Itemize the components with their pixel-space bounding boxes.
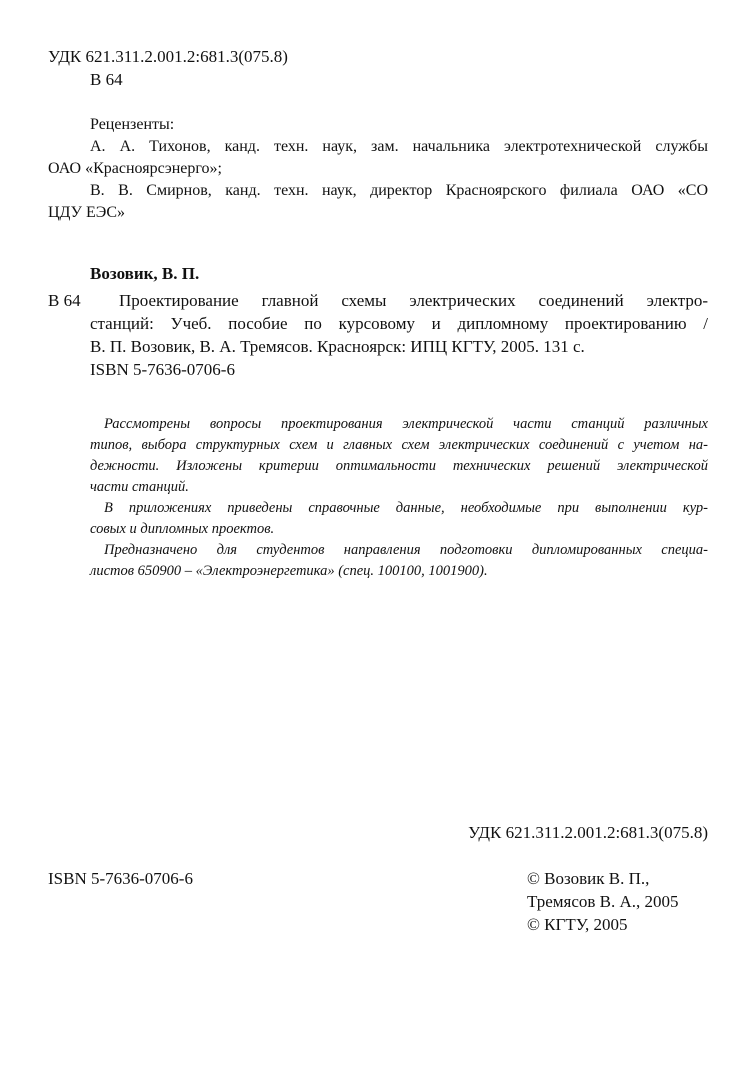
footer-isbn: ISBN 5-7636-0706-6 bbox=[48, 869, 193, 888]
abstract-p1-line-4: части станций. bbox=[90, 479, 189, 495]
reviewer-2-line-2: ЦДУ ЕЭС» bbox=[48, 204, 125, 221]
bbk-code-entry: В 64 bbox=[48, 291, 81, 310]
abstract-p1-line-2: типов, выбора структурных схем и главных схем электрических соединений с учетом на- bbox=[90, 437, 708, 453]
copyright-university: © КГТУ, 2005 bbox=[527, 915, 628, 934]
abstract-p2-line-2: совых и дипломных проектов. bbox=[90, 521, 275, 537]
abstract-p2-line-1: В приложениях приведены справочные данные, необходимые при выполнении кур- bbox=[104, 500, 708, 516]
reviewer-2-line-1: В. В. Смирнов, канд. техн. наук, директор Красноярского филиала ОАО «СО bbox=[90, 182, 708, 199]
bib-line-2: станций: Учеб. пособие по курсовому и дипломному проектированию / bbox=[90, 314, 708, 333]
abstract-p1-line-3: дежности. Изложены критерии оптимальности технических решений электрической bbox=[90, 458, 708, 474]
footer-udk: УДК 621.311.2.001.2:681.3(075.8) bbox=[468, 823, 708, 842]
bib-line-3: В. П. Возовик, В. А. Тремясов. Красноярск: ИПЦ КГТУ, 2005. 131 с. bbox=[90, 337, 585, 356]
abstract-p3-line-2: листов 650900 – «Электроэнергетика» (спец. 100100, 1001900). bbox=[90, 563, 488, 579]
author-heading: Возовик, В. П. bbox=[90, 264, 200, 283]
abstract-p1-line-1: Рассмотрены вопросы проектирования электрической части станций различных bbox=[104, 416, 708, 432]
bib-isbn: ISBN 5-7636-0706-6 bbox=[90, 360, 235, 379]
abstract-p3-line-1: Предназначено для студентов направления подготовки дипломированных специа- bbox=[104, 542, 708, 558]
bbk-code: В 64 bbox=[90, 70, 123, 89]
reviewers-title: Рецензенты: bbox=[90, 116, 175, 133]
reviewer-1-line-2: ОАО «Красноярсэнерго»; bbox=[48, 160, 222, 177]
bib-line-1: Проектирование главной схемы электрических соединений электро- bbox=[119, 291, 708, 310]
udk-code: УДК 621.311.2.001.2:681.3(075.8) bbox=[48, 47, 288, 66]
copyright-authors: © Возовик В. П., bbox=[527, 869, 650, 888]
copyright-authors-year: Тремясов В. А., 2005 bbox=[527, 892, 679, 911]
reviewer-1-line-1: А. А. Тихонов, канд. техн. наук, зам. начальника электротехнической службы bbox=[90, 138, 708, 155]
